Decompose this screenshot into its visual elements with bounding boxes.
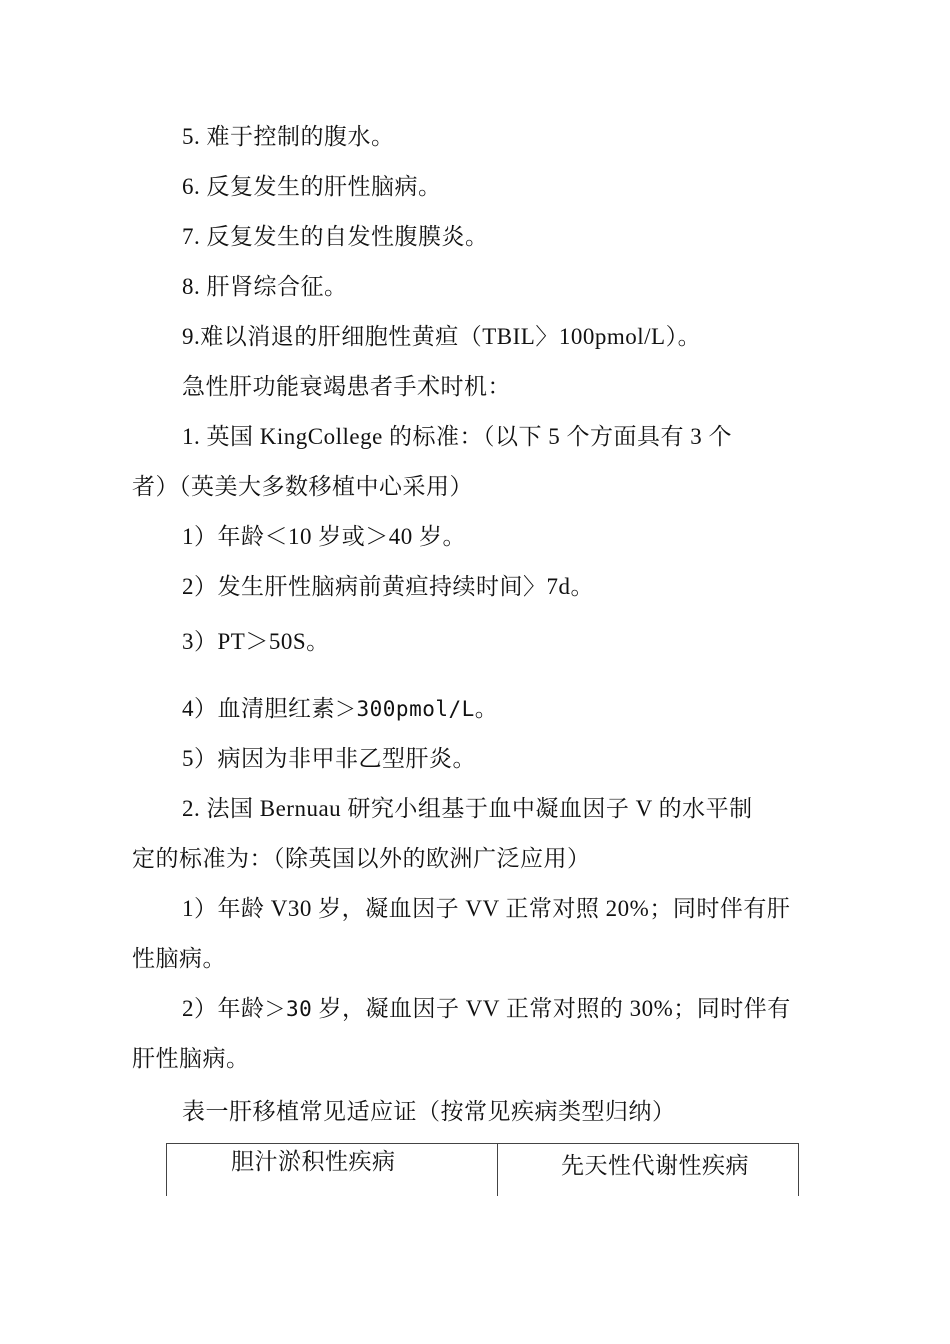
list-item-8: 8. 肝肾综合征。	[182, 274, 348, 299]
kings-criterion-3: 3）PT＞50S。	[182, 629, 330, 654]
criteria-kings-college-line-1: 1. 英国 KingCollege 的标准：（以下 5 个方面具有 3 个	[182, 424, 733, 449]
criteria-bernuau-line-2: 定的标准为：（除英国以外的欧洲广泛应用）	[132, 846, 591, 871]
kings-criterion-4	[182, 694, 498, 724]
table-column-divider	[497, 1144, 498, 1196]
kings-criterion-2: 2）发生肝性脑病前黄疸持续时间〉7d。	[182, 574, 594, 599]
list-item-9: 9.难以消退的肝细胞性黄疸（TBIL〉100pmol/L）。	[182, 324, 702, 349]
kings-criterion-4-end: 。	[474, 696, 499, 721]
criteria-bernuau-line-1: 2. 法国 Bernuau 研究小组基于血中凝血因子 V 的水平制	[182, 796, 753, 821]
criteria-kings-college-line-2: 者）（英美大多数移植中心采用）	[132, 474, 473, 499]
bernuau-criterion-2-rest: 岁，凝血因子 VV 正常对照的 30%；同时伴有	[312, 996, 791, 1021]
bernuau-criterion-2-line-1	[182, 994, 791, 1024]
bernuau-criterion-2-lead: 2）年龄	[182, 996, 265, 1021]
table-header-metabolic: 先天性代谢性疾病	[561, 1153, 749, 1178]
table-caption: 表一肝移植常见适应证（按常见疾病类型归纳）	[182, 1099, 676, 1124]
list-item-5: 5. 难于控制的腹水。	[182, 124, 395, 149]
bernuau-criterion-1-line-2: 性脑病。	[132, 946, 226, 971]
kings-criterion-4-text: 4）血清胆红素	[182, 696, 335, 721]
bernuau-criterion-1-line-1: 1）年龄 V30 岁，凝血因子 VV 正常对照 20%；同时伴有肝	[182, 896, 791, 921]
indications-table	[166, 1143, 799, 1196]
list-item-7: 7. 反复发生的自发性腹膜炎。	[182, 224, 489, 249]
kings-criterion-1: 1）年龄＜10 岁或＞40 岁。	[182, 524, 466, 549]
bernuau-criterion-2-value: ＞30	[264, 997, 313, 1021]
bernuau-criterion-2-line-2: 肝性脑病。	[132, 1046, 250, 1071]
section-heading-acute-liver-failure: 急性肝功能衰竭患者手术时机：	[182, 374, 511, 399]
list-item-6: 6. 反复发生的肝性脑病。	[182, 174, 442, 199]
kings-criterion-4-value: ＞300pmol/L	[335, 697, 475, 721]
table-header-cholestatic: 胆汁淤积性疾病	[231, 1149, 396, 1174]
kings-criterion-5: 5）病因为非甲非乙型肝炎。	[182, 746, 476, 771]
